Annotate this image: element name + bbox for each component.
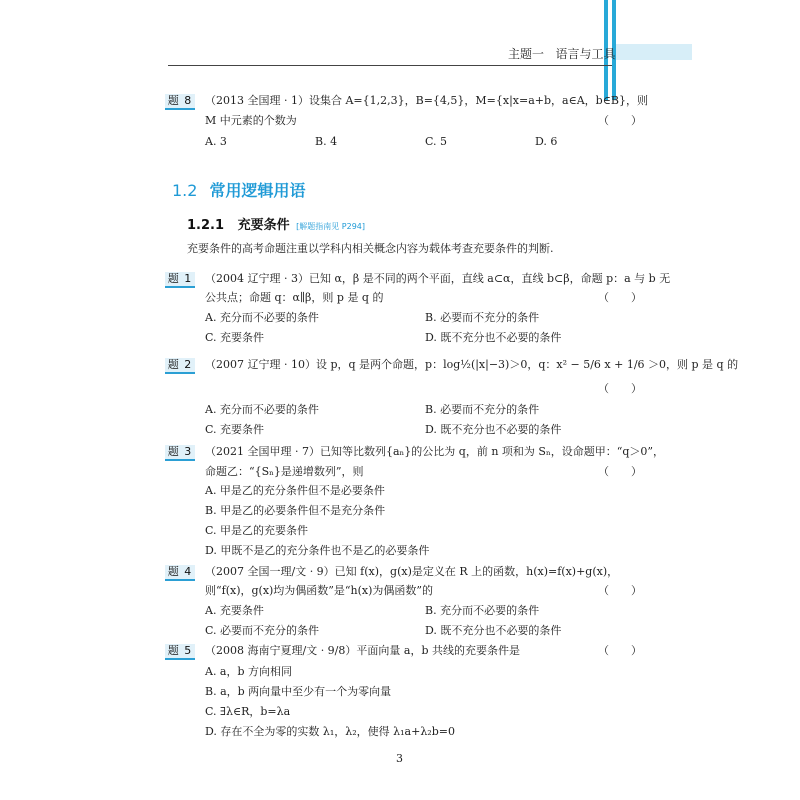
question-text: （2007 辽宁理 · 10）设 p，q 是两个命题，p：log½(|x|−3)＞0，q：x² − 5/6 x + 1/6 ＞0，则 p 是 q 的: [205, 358, 739, 371]
option-b: B. 4: [315, 135, 338, 148]
question-tag: 题 3: [165, 445, 195, 461]
option-c: C. 充要条件: [205, 423, 265, 436]
option-c: C. 必要而不充分的条件: [205, 624, 320, 637]
subsection-heading: [187, 214, 365, 233]
section-title: 常用逻辑用语: [209, 181, 306, 200]
question-tag: 题 2: [165, 358, 195, 374]
question-text: 公共点；命题 q：α∥β，则 p 是 q 的: [205, 291, 384, 304]
option-b: B. a，b 两向量中至少有一个为零向量: [205, 685, 392, 698]
option-a: A. 甲是乙的充分条件但不是必要条件: [205, 484, 385, 497]
option-c: C. 甲是乙的充要条件: [205, 524, 309, 537]
solution-reference-link[interactable]: [解题指南见 P294]: [296, 222, 366, 231]
option-d: D. 既不充分也不必要的条件: [425, 423, 562, 436]
option-d: D. 存在不全为零的实数 λ₁，λ₂，使得 λ₁a+λ₂b=0: [205, 725, 455, 738]
answer-blank: （ ）: [598, 114, 642, 127]
option-a: A. 充分而不必要的条件: [205, 311, 319, 324]
option-c: C. ∃λ∈R，b=λa: [205, 705, 291, 718]
question-tag: 题 1: [165, 272, 195, 288]
subsection-title: 充要条件: [237, 218, 290, 233]
theme-title: 语言与工具: [555, 47, 616, 61]
question-tag: 题 8: [165, 94, 195, 110]
question-text: （2007 全国一理/文 · 9）已知 f(x)，g(x)是定义在 R 上的函数，h(x)=f(x)+g(x)，: [205, 565, 619, 578]
option-a: A. 3: [205, 135, 227, 148]
question-text: 命题乙：“{Sₙ}是递增数列”，则: [205, 465, 364, 478]
section-heading: [172, 178, 305, 201]
option-d: D. 甲既不是乙的充分条件也不是乙的必要条件: [205, 544, 430, 557]
question-text: （2004 辽宁理 · 3）已知 α，β 是不同的两个平面，直线 a⊂α，直线 b⊂β，命题 p：a 与 b 无: [205, 272, 671, 285]
answer-blank: （ ）: [598, 644, 642, 657]
question-text: 则“f(x)，g(x)均为偶函数”是“h(x)为偶函数”的: [205, 584, 434, 597]
option-b: B. 充分而不必要的条件: [425, 604, 540, 617]
question-text: （2013 全国理 · 1）设集合 A={1,2,3}，B={4,5}，M={x|x=a+b，a∈A，b∈B}，则: [205, 94, 648, 107]
option-b: B. 必要而不充分的条件: [425, 403, 540, 416]
running-header: [508, 45, 615, 62]
decor-band: [616, 44, 692, 60]
question-tag: 题 5: [165, 644, 195, 660]
option-c: C. 充要条件: [205, 331, 265, 344]
section-number: 1.2: [172, 181, 198, 200]
page-number: 3: [396, 752, 403, 765]
answer-blank: （ ）: [598, 465, 642, 478]
answer-blank: （ ）: [598, 291, 642, 304]
question-text: （2021 全国甲理 · 7）已知等比数列{aₙ}的公比为 q，前 n 项和为 Sₙ，设命题甲：“q＞0”，: [205, 445, 664, 458]
option-a: A. 充分而不必要的条件: [205, 403, 319, 416]
question-text: （2008 海南宁夏理/文 · 9/8）平面向量 a，b 共线的充要条件是: [205, 644, 520, 657]
subsection-number: 1.2.1: [187, 218, 225, 233]
option-d: D. 既不充分也不必要的条件: [425, 624, 562, 637]
option-d: D. 既不充分也不必要的条件: [425, 331, 562, 344]
option-b: B. 甲是乙的必要条件但不是充分条件: [205, 504, 386, 517]
question-tag: 题 4: [165, 565, 195, 581]
answer-blank: （ ）: [598, 584, 642, 597]
option-a: A. a，b 方向相同: [205, 665, 293, 678]
option-a: A. 充要条件: [205, 604, 264, 617]
intro-text: 充要条件的高考命题注重以学科内相关概念内容为载体考查充要条件的判断.: [187, 242, 554, 255]
option-b: B. 必要而不充分的条件: [425, 311, 540, 324]
option-d: D. 6: [535, 135, 558, 148]
header-rule: [168, 65, 612, 66]
question-text: M 中元素的个数为: [205, 114, 297, 127]
answer-blank: （ ）: [598, 382, 642, 395]
option-c: C. 5: [425, 135, 448, 148]
theme-label: 主题一: [508, 47, 545, 61]
